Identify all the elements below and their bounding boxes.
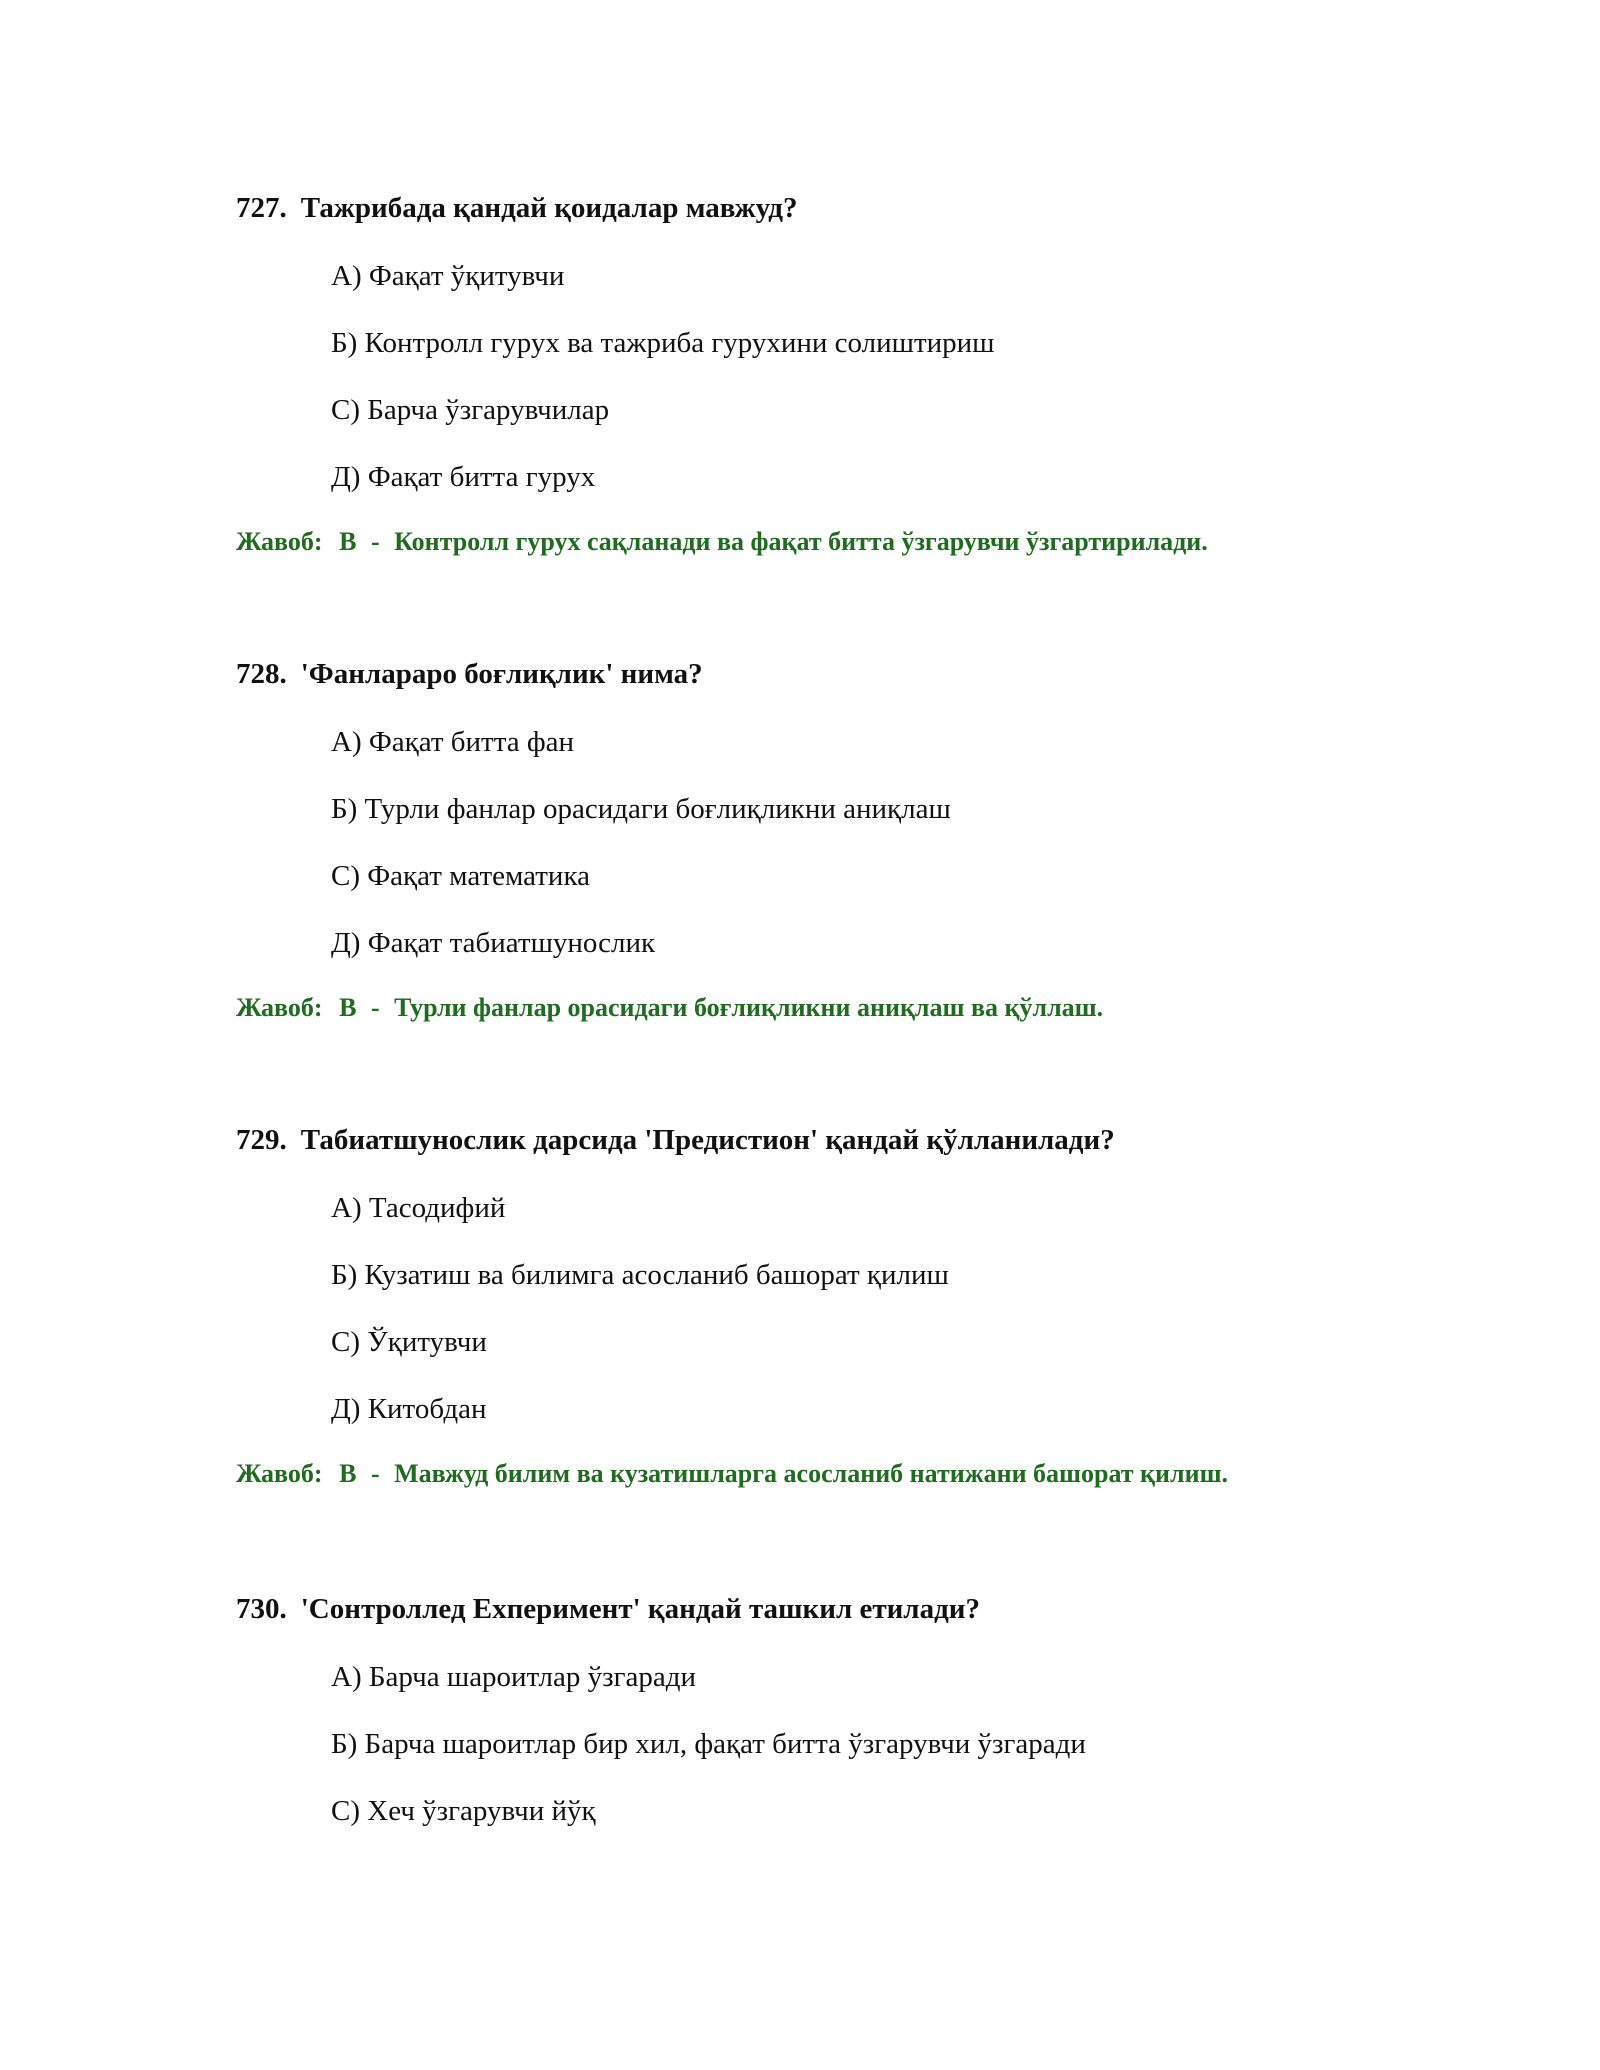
answer-text: Контролл гурух сақланади ва фақат битта ўзгарувчи ўзгартирилади. — [394, 527, 1208, 556]
answer-dash: - — [370, 1459, 380, 1488]
option-d: Д) Китобдан — [331, 1393, 487, 1425]
option-c: С) Барча ўзгарувчилар — [331, 394, 610, 426]
question-number: 728. — [236, 658, 287, 690]
answer-line — [236, 991, 1103, 1025]
question-text: 'Сонтроллед Ехперимент' қандай ташкил етилади? — [300, 1593, 980, 1625]
answer-label: Жавоб: — [236, 527, 323, 556]
question-title — [236, 1122, 1436, 1158]
option-a: А) Фақат битта фан — [331, 726, 575, 758]
option-b: Б) Кузатиш ва билимга асосланиб башорат қилиш — [331, 1259, 949, 1291]
answer-label: Жавоб: — [236, 993, 323, 1022]
option-b: Б) Контролл гурух ва тажриба гурухини солиштириш — [331, 327, 995, 359]
answer-line — [236, 1457, 1228, 1491]
question-block — [236, 190, 1436, 556]
question-text: 'Фанлараро боғлиқлик' нима? — [300, 658, 703, 690]
option-d: Д) Фақат табиатшунослик — [331, 927, 656, 959]
answer-label: Жавоб: — [236, 1459, 323, 1488]
answer-dash: - — [370, 993, 380, 1022]
question-title — [236, 190, 1436, 226]
option-c: С) Ўқитувчи — [331, 1326, 487, 1358]
answer-text: Мавжуд билим ва кузатишларга асосланиб натижани башорат қилиш. — [394, 1459, 1229, 1488]
option-b: Б) Турли фанлар орасидаги боғлиқликни аниқлаш — [331, 793, 951, 825]
option-a: А) Тасодифий — [331, 1192, 506, 1224]
answer-letter: В — [339, 527, 357, 556]
option-c: С) Фақат математика — [331, 860, 590, 892]
question-number: 729. — [236, 1124, 287, 1156]
answer-line — [236, 525, 1208, 559]
question-block — [236, 1591, 1436, 1827]
question-text: Тажрибада қандай қоидалар мавжуд? — [300, 192, 798, 224]
option-a: А) Барча шароитлар ўзгаради — [331, 1661, 696, 1693]
question-number: 727. — [236, 192, 287, 224]
option-a: А) Фақат ўқитувчи — [331, 260, 565, 292]
answer-dash: - — [370, 527, 380, 556]
option-b: Б) Барча шароитлар бир хил, фақат битта ўзгарувчи ўзгаради — [331, 1728, 1086, 1760]
option-c: С) Хеч ўзгарувчи йўқ — [331, 1795, 596, 1827]
question-text: Табиатшунослик дарсида 'Предистион' қандай қўлланилади? — [300, 1124, 1115, 1156]
answer-letter: В — [339, 993, 357, 1022]
answer-text: Турли фанлар орасидаги боғлиқликни аниқлаш ва қўллаш. — [394, 993, 1104, 1022]
question-title — [236, 1591, 1436, 1627]
question-block — [236, 1122, 1436, 1488]
answer-letter: В — [339, 1459, 357, 1488]
option-d: Д) Фақат битта гурух — [331, 461, 596, 493]
question-number: 730. — [236, 1593, 287, 1625]
question-block — [236, 656, 1436, 1022]
question-title — [236, 656, 1436, 692]
